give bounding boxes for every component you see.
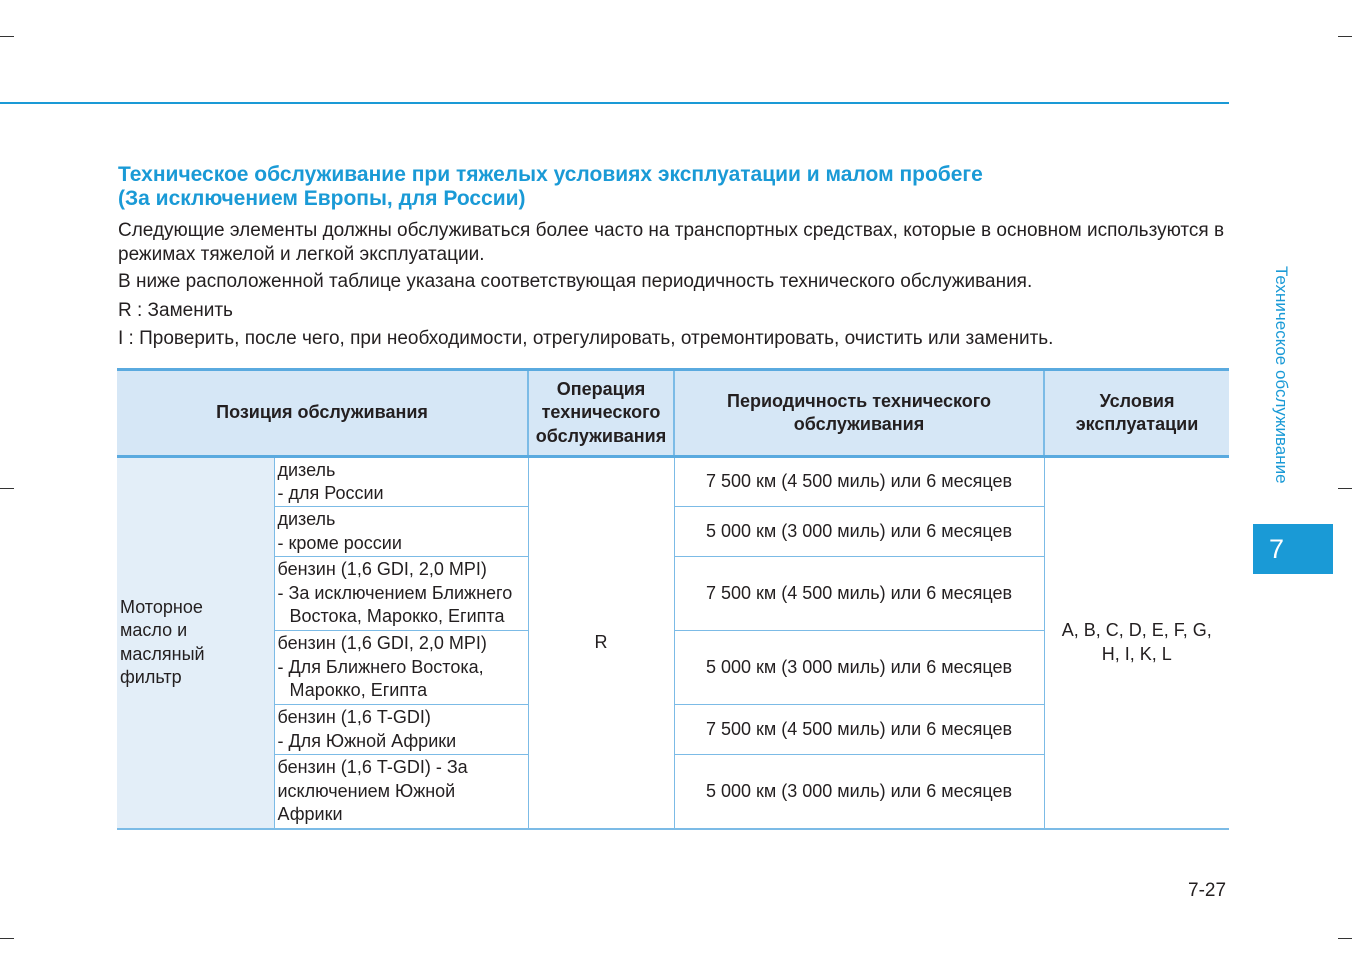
fuel-type: бензин (1,6 T-GDI) - За: [277, 757, 468, 777]
interval-cell: 7 500 км (4 500 миль) или 6 месяцев: [674, 457, 1044, 507]
fuel-type: бензин (1,6 T-GDI): [277, 707, 431, 727]
header-conditions: Условия эксплуатации: [1044, 370, 1229, 457]
operation-cell: [528, 457, 674, 829]
interval-cell: 7 500 км (4 500 миль) или 6 месяцев: [674, 557, 1044, 631]
fuel-region-cont: Африки: [277, 804, 343, 824]
fuel-cell: [274, 557, 528, 631]
operation-code: R: [594, 632, 608, 652]
chapter-number: 7: [1269, 533, 1285, 564]
fuel-type: дизель: [277, 509, 336, 529]
intro-paragraph: Следующие элементы должны обслуживаться более часто на транспортных средствах, которые в основном используются в режимах тяжелой и легкой эксплуатации.: [118, 220, 1225, 265]
crop-mark-bottom-right: [1338, 938, 1352, 939]
interval-cell: 5 000 км (3 000 миль) или 6 месяцев: [674, 755, 1044, 829]
conditions-cell: [1044, 457, 1229, 829]
section-heading-line-2: (За исключением Европы, для России): [118, 186, 526, 210]
crop-mark-mid-right: [1338, 488, 1352, 489]
item-name: Моторное масло и масляный фильтр: [120, 596, 205, 688]
table-note: В ниже расположенной таблице указана соответствующая периодичность технического обслуживания.: [118, 271, 1033, 292]
crop-mark-top-right: [1338, 36, 1352, 37]
chapter-side-title: Техническое обслуживание: [1272, 266, 1291, 484]
fuel-cell: [274, 705, 528, 755]
fuel-region: - кроме россии: [277, 532, 402, 553]
fuel-cell: [274, 631, 528, 705]
crop-mark-mid-left: [0, 488, 14, 489]
header-rule: [0, 102, 1229, 104]
table-row: [117, 457, 1229, 507]
fuel-type: бензин (1,6 GDI, 2,0 MPI): [277, 633, 487, 654]
fuel-cell: [274, 755, 528, 829]
interval-cell: 7 500 км (4 500 миль) или 6 месяцев: [674, 705, 1044, 755]
fuel-cell: [274, 457, 528, 507]
fuel-type: дизель: [277, 459, 336, 480]
crop-mark-top-left: [0, 36, 14, 37]
header-item: Позиция обслуживания: [117, 370, 528, 457]
legend-replace: R : Заменить: [118, 300, 233, 321]
header-interval: Периодичность технического обслуживания: [674, 370, 1044, 457]
page-number: 7-27: [1188, 880, 1227, 901]
fuel-region: - Для Южной Африки: [277, 730, 457, 751]
fuel-region-cont: Востока, Марокко, Египта: [289, 606, 505, 627]
fuel-region: исключением Южной: [277, 780, 456, 801]
fuel-cell: [274, 507, 528, 557]
section-heading-line-1: Техническое обслуживание при тяжелых условиях эксплуатации и малом пробеге: [118, 163, 983, 186]
header-operation: Операция технического обслуживания: [528, 370, 674, 457]
item-name-cell: [117, 457, 274, 829]
fuel-type: бензин (1,6 GDI, 2,0 MPI): [277, 559, 487, 580]
crop-mark-bottom-left: [0, 938, 14, 939]
fuel-region: - Для Ближнего Востока,: [277, 656, 484, 677]
maintenance-table: [117, 368, 1229, 830]
chapter-tab: [1253, 524, 1333, 574]
fuel-region: - За исключением Ближнего: [277, 582, 513, 603]
table-header-row: [117, 370, 1229, 457]
fuel-region-cont: Марокко, Египта: [289, 680, 428, 701]
interval-cell: 5 000 км (3 000 миль) или 6 месяцев: [674, 631, 1044, 705]
section-heading: [118, 163, 1228, 210]
legend-inspect: I : Проверить, после чего, при необходимости, отрегулировать, отремонтировать, очистить или заменить.: [118, 328, 1054, 349]
fuel-region: - для России: [277, 483, 384, 503]
interval-cell: 5 000 км (3 000 миль) или 6 месяцев: [674, 507, 1044, 557]
conditions-codes: A, B, C, D, E, F, G, H, I, K, L: [1061, 620, 1212, 664]
